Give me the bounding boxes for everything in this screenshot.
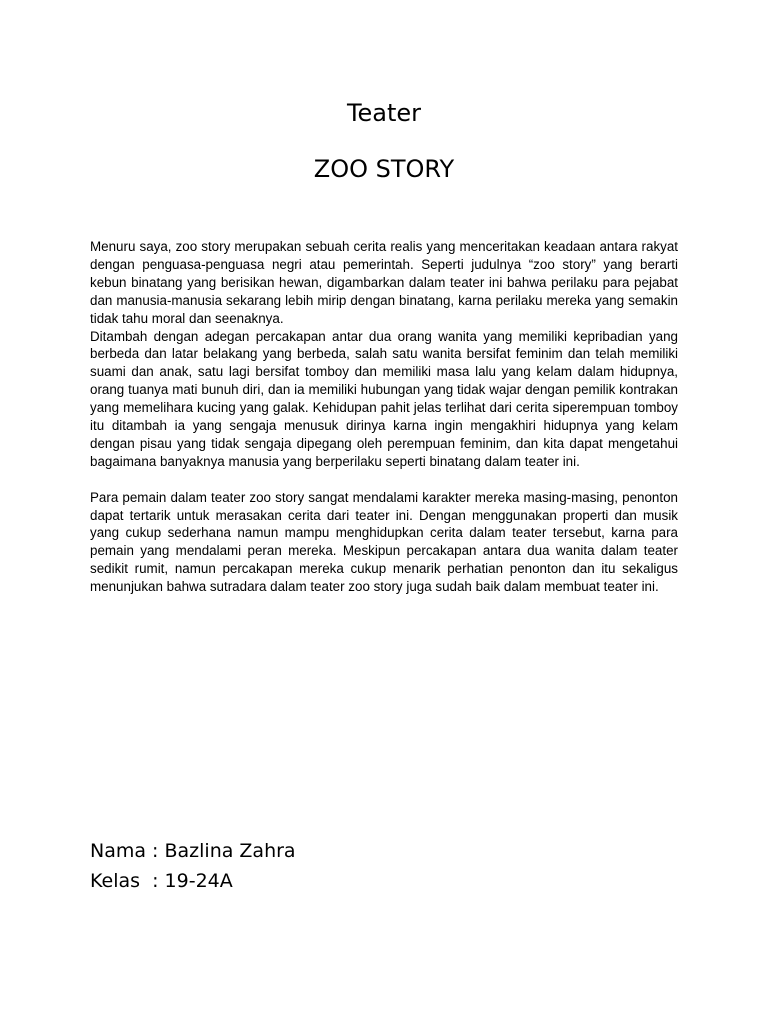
document-body bbox=[90, 238, 678, 596]
paragraph-3: Para pemain dalam teater zoo story sangat mendalami karakter mereka masing-masing, penonton dapat tertarik untuk merasakan cerita dari teater ini. Dengan menggunakan properti dan musik yang cukup sederhana namun mampu menghidupkan cerita dalam teater tersebut, karna para pemain yang mendalami peran mereka. Meskipun percakapan antara dua wanita dalam teater sedikit rumit, namun percakapan mereka cukup menarik perhatian penonton dan itu sekaligus menunjukan bahwa sutradara dalam teater zoo story juga sudah baik dalam membuat teater ini. bbox=[90, 489, 678, 595]
signature-block bbox=[90, 836, 296, 896]
paragraph-2: Ditambah dengan adegan percakapan antar dua orang wanita yang memiliki kepribadian yang berbeda dan latar belakang yang berbeda, salah satu wanita bersifat feminim dan telah memiliki suami dan anak, satu lagi bersifat tomboy dan memiliki masa lalu yang kelam dalam hidupnya, orang tuanya mati bunuh diri, dan ia memiliki hubungan yang tidak wajar dengan pemilik kontrakan yang memelihara kucing yang galak. Kehidupan pahit jelas terlihat dari cerita siperempuan tomboy itu ditambah ia yang sengaja menusuk dirinya karna ingin mengakhiri hidupnya yang kelam dengan pisau yang tidak sengaja dipegang oleh perempuan feminim, dan kita dapat mengetahui bagaimana banyaknya manusia yang berperilaku seperti binatang dalam teater ini. bbox=[90, 328, 678, 469]
student-name: Nama : Bazlina Zahra bbox=[90, 840, 296, 862]
paragraph-1: Menuru saya, zoo story merupakan sebuah cerita realis yang menceritakan keadaan antara rakyat dengan penguasa-penguasa negri atau pemerintah. Seperti judulnya “zoo story” yang berarti kebun binatang yang berisikan hewan, digambarkan dalam teater ini bahwa perilaku para pejabat dan manusia-manusia sekarang lebih mirip dengan binatang, karna perilaku mereka yang semakin tidak tahu moral dan seenaknya. bbox=[90, 239, 678, 326]
student-class: Kelas : 19-24A bbox=[90, 870, 233, 892]
document-subtitle: ZOO STORY bbox=[313, 155, 455, 183]
document-title: Teater bbox=[346, 99, 422, 127]
